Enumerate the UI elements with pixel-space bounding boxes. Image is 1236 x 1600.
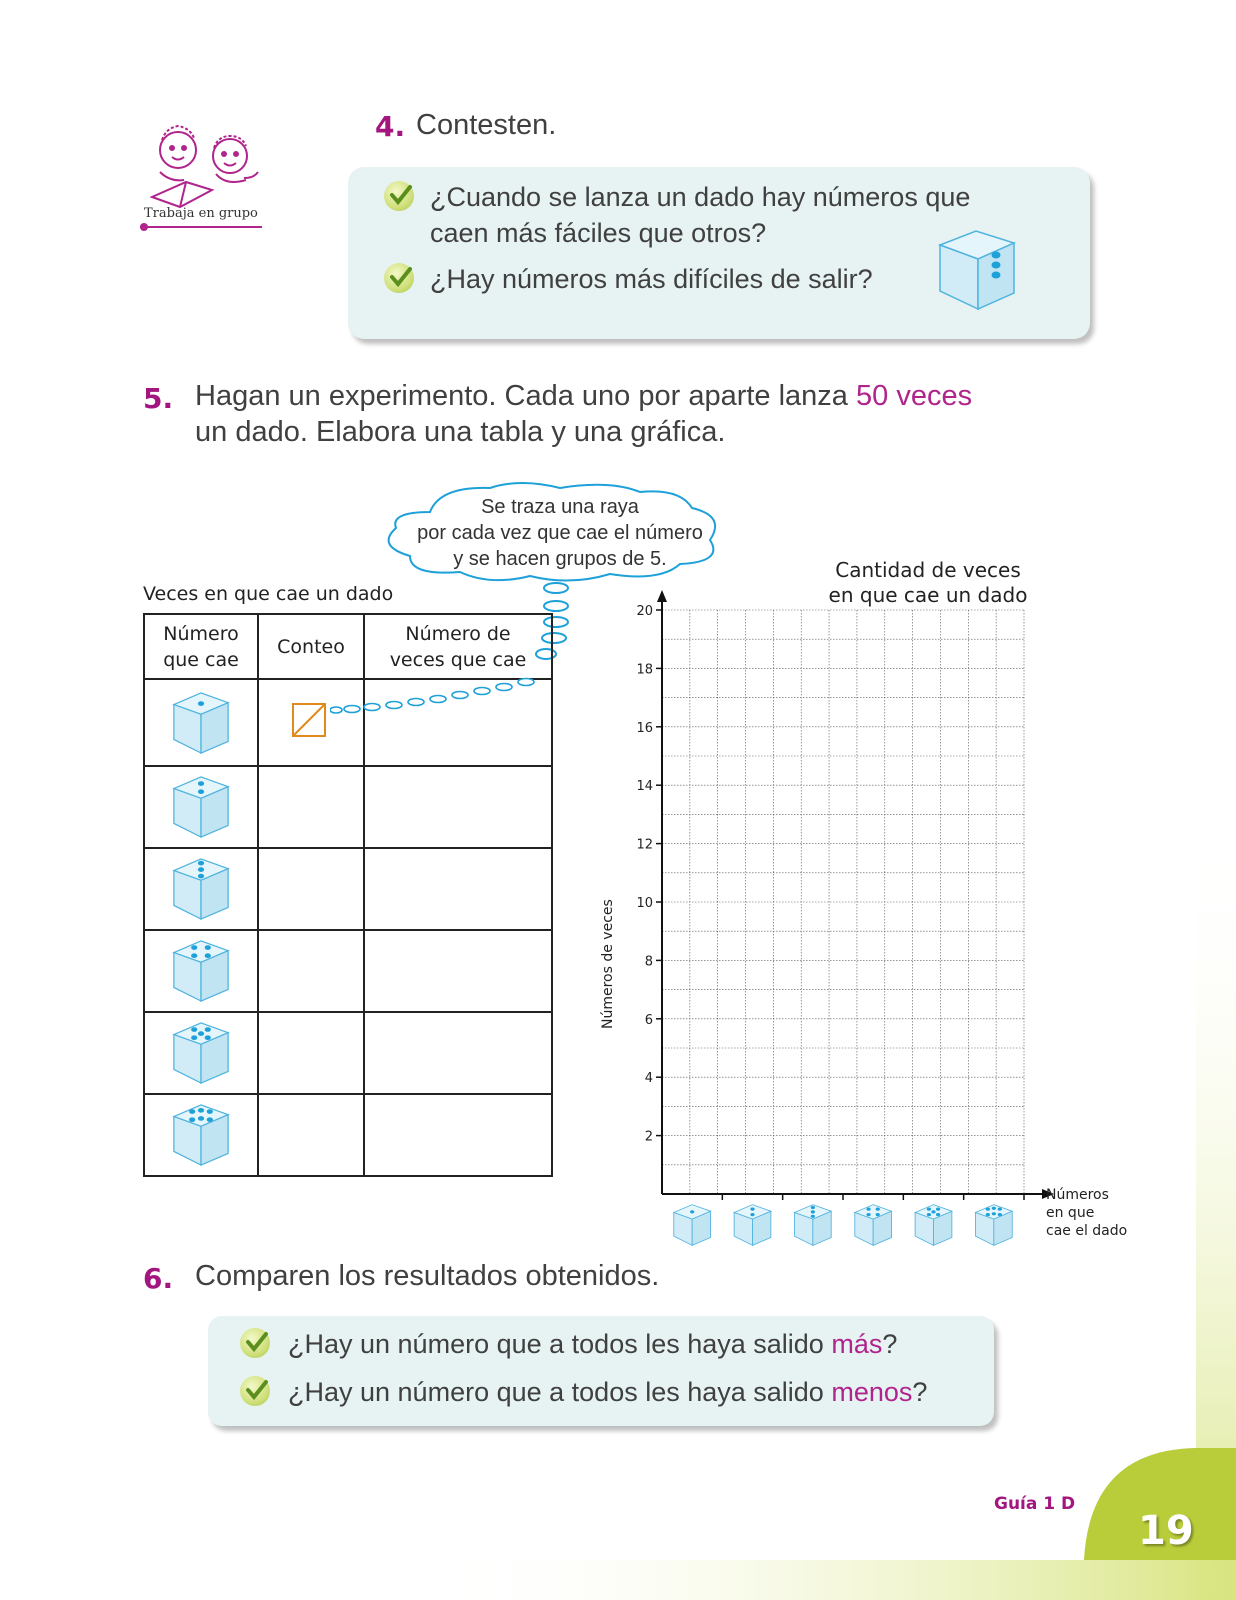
thought-chain [330, 660, 550, 720]
count-cell[interactable] [364, 766, 552, 848]
thought-line-2: por cada vez que cae el número [417, 522, 703, 544]
die-dot [191, 953, 197, 958]
y-tick-label: 4 [644, 1071, 653, 1087]
table-row [144, 930, 552, 1012]
die-dot [198, 867, 204, 872]
section-5-highlight: 50 veces [856, 380, 973, 412]
y-axis-arrow [657, 590, 667, 602]
tally-cell[interactable] [258, 848, 364, 930]
die-dot [690, 1210, 694, 1213]
die-dot [198, 1116, 204, 1121]
chart-x-label [1046, 1186, 1127, 1240]
x-category-die-icon [794, 1205, 831, 1246]
kids-drawing-icon [140, 112, 270, 217]
die-dot [811, 1206, 815, 1209]
die-dot [876, 1208, 880, 1211]
y-tick-label: 2 [644, 1129, 653, 1145]
question-more: ¿Hay un número que a todos les haya salido más? [288, 1329, 898, 1359]
die-cell [144, 766, 258, 848]
die-graphic [170, 936, 232, 1006]
die-dot [927, 1208, 931, 1211]
die-dot [811, 1215, 815, 1218]
die-dot [205, 1027, 211, 1032]
section-5-line-2: un dado. Elabora una tabla y una gráfica. [195, 416, 726, 448]
die-graphic [170, 1018, 232, 1088]
chart-title-line-2: en que cae un dado [828, 583, 1028, 607]
guide-label: Guía 1 D [994, 1494, 1076, 1514]
die-dot [876, 1213, 880, 1216]
tally-cell[interactable] [258, 766, 364, 848]
die-dot [205, 1035, 211, 1040]
die-dot [198, 701, 204, 706]
die-dot [198, 1031, 204, 1036]
die-dot [998, 1213, 1002, 1216]
count-cell[interactable] [364, 1012, 552, 1094]
thought-line-3: y se hacen grupos de 5. [453, 548, 667, 570]
y-tick-label: 18 [636, 662, 653, 678]
badge-dot [140, 223, 148, 231]
tally-cell[interactable] [258, 930, 364, 1012]
tally-cell[interactable] [258, 1012, 364, 1094]
die-dot [198, 874, 204, 879]
thought-bubble-text [400, 494, 720, 572]
section-5-line-1 [195, 380, 972, 413]
y-tick-label: 12 [636, 837, 653, 853]
question-1-line-1: ¿Cuando se lanza un dado hay números que [430, 182, 971, 212]
badge-underline [140, 226, 262, 228]
die-three-icon [934, 227, 1020, 317]
x-category-die-icon [915, 1205, 952, 1246]
y-tick-label: 8 [644, 954, 653, 970]
die-cell [144, 930, 258, 1012]
die-dot [811, 1210, 815, 1213]
chart-gridlines [662, 610, 1024, 1194]
die-dot [191, 945, 197, 950]
count-cell[interactable] [364, 930, 552, 1012]
section-4-title: Contesten. [416, 109, 557, 141]
die-dot [936, 1213, 940, 1216]
bar-chart-grid [590, 570, 1060, 1260]
die-dot [998, 1208, 1002, 1211]
x-category-die-icon [734, 1205, 771, 1246]
check-icon [240, 1376, 270, 1406]
y-tick-label: 20 [636, 604, 653, 619]
chart-title-line-1: Cantidad de veces [835, 558, 1021, 582]
thought-line-1: Se traza una raya [481, 496, 639, 518]
die-dot [750, 1208, 754, 1211]
die-dot [986, 1213, 990, 1216]
tally-cell[interactable] [258, 1094, 364, 1176]
header-tally: Conteo [258, 614, 364, 679]
die-four-icon [145, 936, 257, 1006]
die-one-icon [145, 688, 257, 758]
y-tick-label: 16 [636, 720, 653, 736]
die-dot [198, 1108, 204, 1113]
section-5-text: Hagan un experimento. Cada uno por aparte lanza [195, 380, 856, 412]
y-axis-label: Números de veces [600, 899, 616, 1029]
die-dot [207, 1109, 213, 1114]
die-dot [936, 1208, 940, 1211]
die-graphic [170, 854, 232, 924]
die-graphic [170, 1100, 232, 1170]
check-icon [384, 263, 414, 293]
die-cell [144, 679, 258, 766]
group-work-badge [140, 112, 270, 232]
die-dot [207, 1117, 213, 1122]
die-dot [198, 861, 204, 866]
x-category-die-icon [975, 1205, 1012, 1246]
section-6-title: Comparen los resultados obtenidos. [195, 1260, 660, 1292]
question-2: ¿Hay números más difíciles de salir? [430, 264, 873, 294]
die-dot [198, 781, 204, 786]
die-dot [189, 1117, 195, 1122]
count-cell[interactable] [364, 848, 552, 930]
die-dot [189, 1109, 195, 1114]
die-dot [205, 945, 211, 950]
die-dot [191, 1035, 197, 1040]
x-label-line-2: en que [1046, 1205, 1095, 1221]
x-category-die-icon [674, 1205, 711, 1246]
x-label-line-3: cae el dado [1046, 1223, 1128, 1239]
die-two-icon [145, 772, 257, 842]
die-cell [144, 848, 258, 930]
die-graphic [170, 772, 232, 842]
table-row [144, 1094, 552, 1176]
page-number: 19 [1138, 1508, 1194, 1554]
section-6-question-box [208, 1316, 994, 1426]
header-number: Número que cae [144, 614, 258, 679]
section-6-number: 6. [143, 1262, 174, 1295]
question-1-line-2: caen más fáciles que otros? [430, 218, 767, 248]
check-icon [384, 181, 414, 211]
die-graphic [170, 688, 232, 758]
section-4-question-box [348, 167, 1090, 339]
question-less: ¿Hay un número que a todos les haya salido menos? [288, 1377, 928, 1407]
group-work-label: Trabaja en grupo [144, 206, 258, 221]
table-row [144, 766, 552, 848]
die-cell [144, 1094, 258, 1176]
y-tick-label: 10 [636, 896, 653, 911]
die-dot [931, 1210, 935, 1213]
y-tick-label: 6 [644, 1012, 653, 1028]
die-dot [750, 1213, 754, 1216]
die-dot [866, 1208, 870, 1211]
die-dot [927, 1213, 931, 1216]
header-count: Número de veces que cae [364, 614, 552, 679]
die-dot [191, 1027, 197, 1032]
die-cell [144, 1012, 258, 1094]
table-row [144, 848, 552, 930]
die-dot [992, 1212, 996, 1215]
section-5-number: 5. [143, 382, 174, 415]
tally-table-title: Veces en que cae un dado [143, 583, 394, 605]
die-dot [205, 953, 211, 958]
x-label-line-1: Números [1046, 1187, 1109, 1203]
count-cell[interactable] [364, 1094, 552, 1176]
die-dot [986, 1208, 990, 1211]
die-dot [866, 1213, 870, 1216]
x-category-die-icon [855, 1205, 892, 1246]
y-tick-label: 14 [636, 779, 653, 795]
die-dot [198, 789, 204, 794]
die-dot [992, 1207, 996, 1210]
die-six-icon [145, 1100, 257, 1170]
die-three-icon [145, 854, 257, 924]
section-4-number: 4. [375, 110, 406, 143]
check-icon [240, 1328, 270, 1358]
table-row [144, 1012, 552, 1094]
die-five-icon [145, 1018, 257, 1088]
